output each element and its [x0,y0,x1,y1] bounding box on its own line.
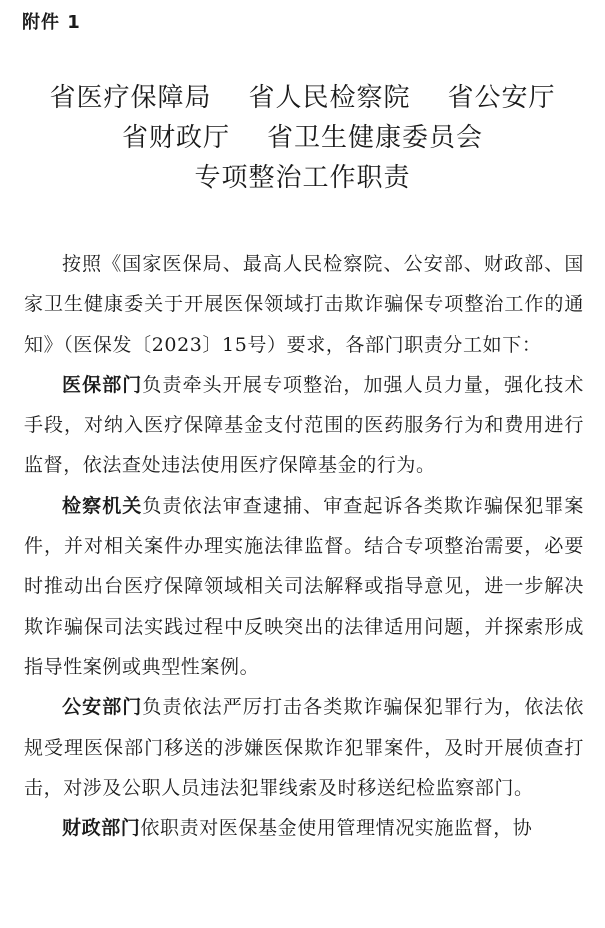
procuratorate-duty-paragraph [24,486,584,687]
attachment-label: 附件 1 [22,12,81,33]
duty-text: 负责牵头开展专项整治，加强人员力量，强化技术手段，对纳入医疗保障基金支付范围的医药服务行为和费用进行监督，依法查处违法使用医疗保障基金的行为。 [24,373,584,477]
title-line-3: 专项整治工作职责 [194,163,411,193]
medical-insurance-duty-paragraph [24,365,584,486]
document-title [0,78,605,198]
department-heading: 财政部门 [62,817,141,840]
department-heading: 医保部门 [62,373,143,396]
duty-text: 负责依法审查逮捕、审查起诉各类欺诈骗保犯罪案件，并对相关案件办理实施法律监督。结合专项整治需要，必要时推动出台医疗保障领域相关司法解释或指导意见，进一步解决欺诈骗保司法实践过程中反映突出的法律适用问题，并探索形成指导性案例或典型性案例。 [24,494,584,678]
document-body [24,244,584,848]
intro-paragraph: 按照《国家医保局、最高人民检察院、公安部、财政部、国家卫生健康委关于开展医保领域打击欺诈骗保专项整治工作的通知》（医保发〔2023〕15号）要求，各部门职责分工如下： [24,253,584,356]
title-line-2: 省财政厅 省卫生健康委员会 [121,123,484,153]
duty-text: 负责依法严厉打击各类欺诈骗保犯罪行为，依法依规受理医保部门移送的涉嫌医保欺诈犯罪案件，及时开展侦查打击，对涉及公职人员违法犯罪线索及时移送纪检监察部门。 [24,696,584,799]
public-security-duty-paragraph [24,687,584,808]
finance-duty-paragraph [24,808,584,848]
duty-text: 依职责对医保基金使用管理情况实施监督，协 [140,817,533,840]
title-line-1: 省医疗保障局 省人民检察院 省公安厅 [49,83,556,113]
department-heading: 公安部门 [62,696,143,719]
department-heading: 检察机关 [62,494,143,517]
